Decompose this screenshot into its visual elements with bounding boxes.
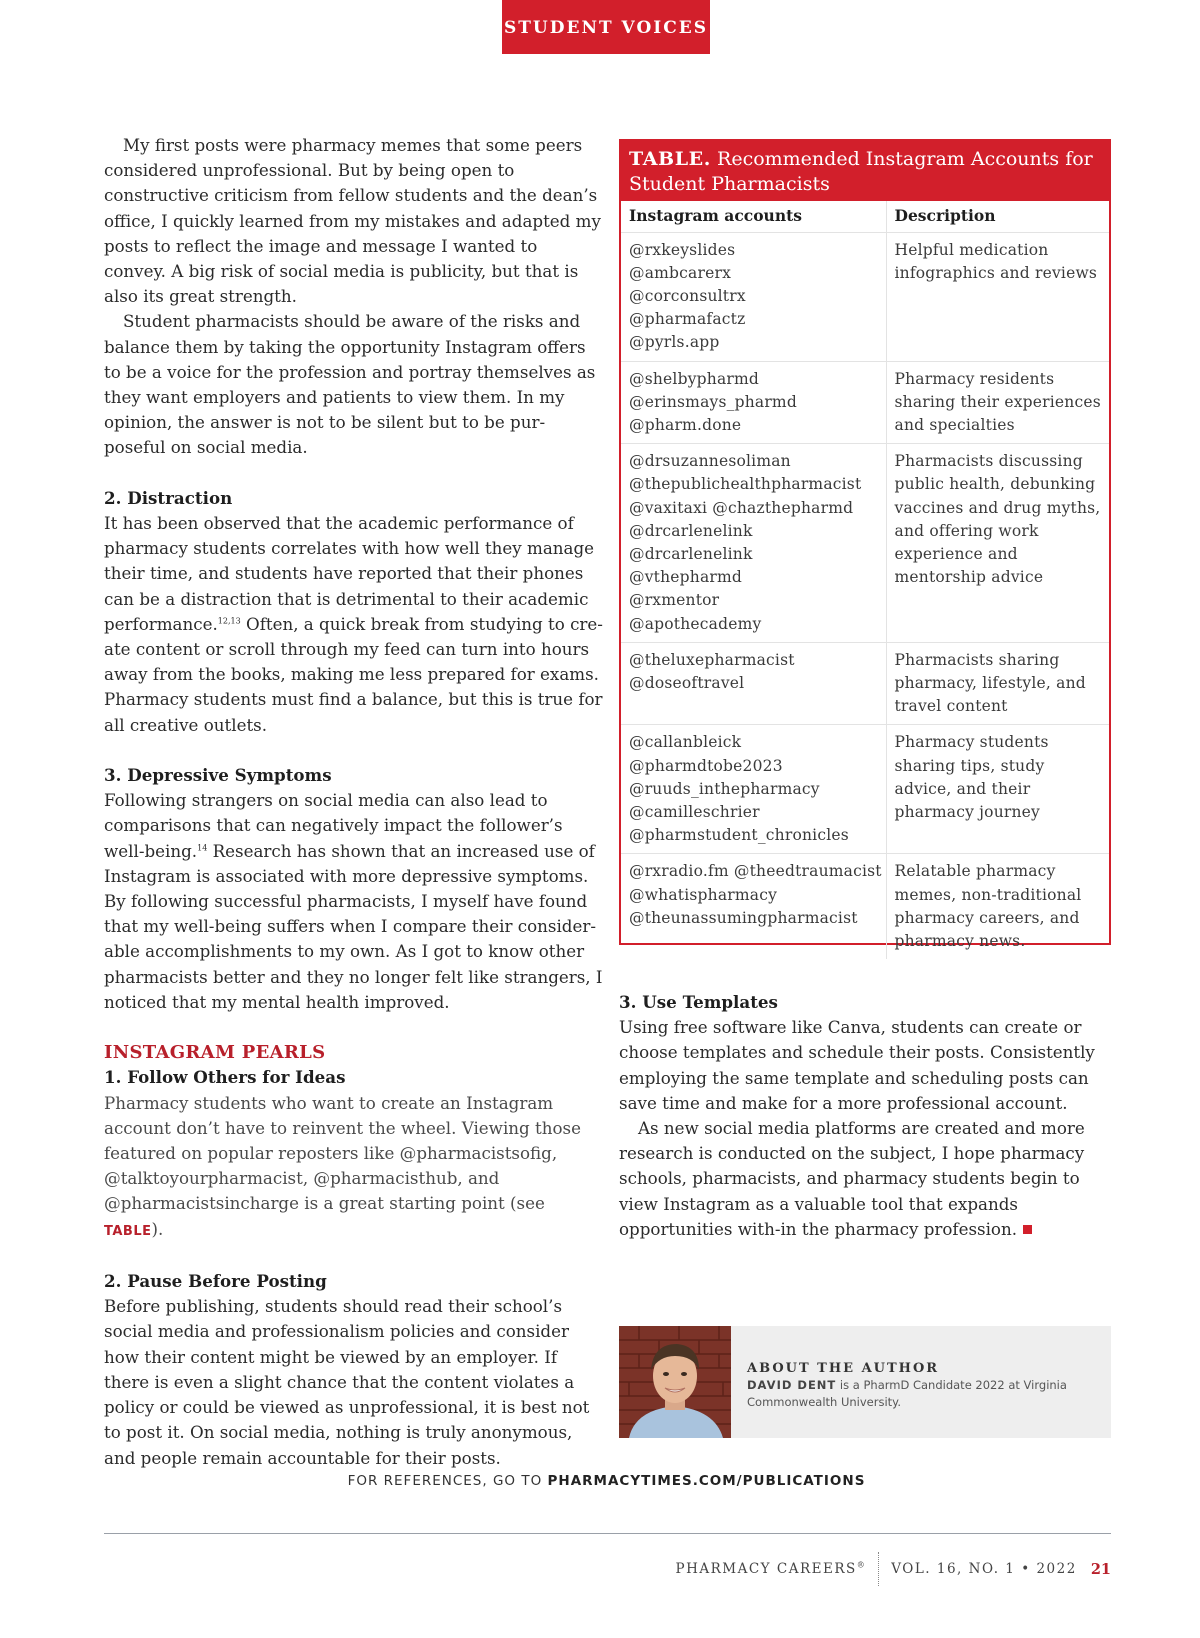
table-row (621, 725, 1109, 854)
instagram-account[interactable]: @vaxitaxi @chazthepharmd (629, 498, 854, 517)
right-column (619, 990, 1111, 1242)
section-banner: STUDENT VOICES (502, 0, 710, 54)
table-row (621, 444, 1109, 643)
pause-paragraph: Before publishing, students should read their school’s social media and professionalism policies and consider how their content might be viewed by an employer. If there is even a slight chance that the content violates a policy or could be viewed as unprofessional, it is best not to post it. On social media, nothing is truly anonymous, and people remain accountable for their posts. (104, 1296, 590, 1468)
instagram-account[interactable]: @erinsmays_pharmd (629, 392, 797, 411)
instagram-account[interactable]: @corconsultrx (629, 286, 746, 305)
description-cell: Pharmacy residents sharing their experiences and specialties (886, 361, 1109, 444)
instagram-account[interactable]: @pharm.done (629, 415, 742, 434)
publication-name: PHARMACY CAREERS® (675, 1560, 867, 1577)
instagram-account[interactable]: @drsuzannesoliman (629, 452, 791, 471)
accounts-cell (621, 854, 886, 959)
accounts-table (621, 201, 1109, 959)
intro-paragraph-1: My first posts were pharmacy memes that some peers considered unprofessional. But by being open to constructive criticism from fellow students and the dean’s office, I quickly learned from my mistakes and adapted my posts to reflect the image and message I wanted to convey. A big risk of social media is publicity, but that is also its great strength. (104, 135, 601, 307)
footer-separator (878, 1552, 879, 1586)
instagram-account[interactable]: @thepublichealthpharmacist (629, 475, 862, 494)
instagram-pearls-heading: INSTAGRAM PEARLS (104, 1042, 326, 1064)
table-row (621, 361, 1109, 444)
accounts-cell (621, 642, 886, 725)
references-link[interactable]: PHARMACYTIMES.COM/PUBLICATIONS (547, 1473, 866, 1489)
accounts-cell (621, 444, 886, 643)
author-photo (619, 1326, 731, 1438)
instagram-account[interactable]: @theluxepharmacist (629, 650, 795, 669)
intro-paragraph-2: Student pharmacists should be aware of the risks and balance them by taking the opportunity Instagram offers to be a voice for the profession and portray themselves as they want employers and patients to view them. In my opinion, the answer is not to be silent but to be pur-poseful on social media. (104, 311, 596, 458)
left-column (104, 133, 604, 1471)
author-name: DAVID DENT (747, 1378, 837, 1392)
accounts-cell (621, 361, 886, 444)
description-cell: Pharmacists sharing pharmacy, lifestyle, and travel content (886, 642, 1109, 725)
templates-heading: 3. Use Templates (619, 992, 778, 1012)
table-reference-link[interactable]: TABLE (104, 1223, 152, 1239)
templates-paragraph: Using free software like Canva, students can create or choose templates and schedule their posts. Consistently employing the same template and scheduling posts can save time and make for a more professional account. (619, 1017, 1095, 1113)
references-line: FOR REFERENCES, GO TO PHARMACYTIMES.COM/PUBLICATIONS (347, 1473, 866, 1489)
instagram-account[interactable]: @ambcarerx (629, 263, 732, 282)
table-row (621, 854, 1109, 959)
distraction-heading: 2. Distraction (104, 487, 233, 508)
issue-info: VOL. 16, NO. 1 • 2022 (891, 1561, 1077, 1577)
description-cell: Pharmacy students sharing tips, study advice, and their pharmacy journey (886, 725, 1109, 854)
pause-heading: 2. Pause Before Posting (104, 1271, 327, 1292)
instagram-account[interactable]: @rxmentor (629, 591, 720, 610)
footer-divider (104, 1533, 1111, 1534)
instagram-account[interactable]: @pharmstudent_chronicles (629, 826, 849, 845)
column-header-description: Description (886, 201, 1109, 232)
instagram-account[interactable]: @theunassumingpharmacist (629, 908, 858, 927)
instagram-account[interactable]: @vthepharmd (629, 568, 743, 587)
instagram-account[interactable]: @drcarlenelink (629, 521, 753, 540)
instagram-account[interactable]: @whatispharmacy (629, 885, 778, 904)
accounts-cell (621, 232, 886, 361)
instagram-account[interactable]: @callanbleick (629, 733, 742, 752)
table-row (621, 232, 1109, 361)
instagram-account[interactable]: @drcarlenelink (629, 544, 753, 563)
depressive-heading: 3. Depressive Symptoms (104, 765, 332, 786)
instagram-account[interactable]: @rxkeyslides (629, 240, 736, 259)
description-cell: Relatable pharmacy memes, non-traditional pharmacy careers, and pharmacy news. (886, 854, 1109, 959)
closing-paragraph: As new social media platforms are created and more research is conducted on the subject, I hope pharmacy schools, pharmacists, and pharmacy students begin to view Instagram as a valuable tool that expands opportunities with-in the pharmacy profession. (619, 1118, 1085, 1239)
instagram-account[interactable]: @pharmdtobe2023 (629, 756, 783, 775)
instagram-account[interactable]: @camilleschrier (629, 802, 760, 821)
instagram-account[interactable]: @pyrls.app (629, 333, 720, 352)
author-heading: ABOUT THE AUTHOR (747, 1361, 940, 1376)
description-cell: Pharmacists discussing public health, debunking vaccines and drug myths, and offering work experience and mentorship advice (886, 444, 1109, 643)
follow-paragraph: Pharmacy students who want to create an Instagram account don’t have to reinvent the wheel. Viewing those featured on popular reposters like @pharmacistsofig, @talktoyourpharmacist, @pharmacisthub, and @pharmacistsincharge is a great starting point (see TABLE). (104, 1092, 581, 1239)
instagram-account[interactable]: @doseoftravel (629, 673, 745, 692)
author-bio: DAVID DENT is a PharmD Candidate 2022 at Virginia Commonwealth University. (747, 1378, 1067, 1409)
column-header-accounts: Instagram accounts (621, 201, 886, 232)
instagram-account[interactable]: @ruuds_inthepharmacy (629, 779, 820, 798)
table-title (621, 141, 1109, 201)
table-label: TABLE. (629, 148, 711, 170)
citation-14: 14 (197, 843, 208, 853)
instagram-account[interactable]: @apothecademy (629, 614, 762, 633)
instagram-account[interactable]: @rxradio.fm @theedtraumacist (629, 862, 882, 881)
author-text (747, 1360, 1097, 1411)
about-the-author (619, 1326, 1111, 1438)
recommended-accounts-table (619, 139, 1111, 950)
table-row (621, 642, 1109, 725)
distraction-paragraph: It has been observed that the academic performance of pharmacy students correlates with how well they manage their time, and students have reported that their phones can be a distraction that is detrimental to their academic performance.$^{12,13}$ Often, a quick break from studying to cre-ate content or scroll through my feed can turn into hours away from the books, making me less prepared for exams. Pharmacy students must find a balance, but this is true for all creative outlets. (104, 513, 603, 735)
instagram-account[interactable]: @pharmafactz (629, 310, 746, 329)
instagram-account[interactable]: @shelbypharmd (629, 369, 760, 388)
end-mark-icon (1023, 1225, 1032, 1234)
depressive-paragraph: Following strangers on social media can also lead to comparisons that can negatively impact the follower’s well-being.$^{14}$ Research has shown that an increased use of Instagram is associated with more depressive symptoms. By following successful pharmacists, I myself have found that my well-being suffers when I compare their consider-able accomplishments to my own. As I got to know other pharmacists better and they no longer felt like strangers, I noticed that my mental health improved. (104, 790, 603, 1012)
accounts-cell (621, 725, 886, 854)
follow-heading: 1. Follow Others for Ideas (104, 1067, 346, 1088)
page-number: 21 (1090, 1560, 1111, 1578)
citation-12-13: 12,13 (217, 616, 241, 626)
table-title-text: Recommended Instagram Accounts for Student Pharmacists (629, 148, 1093, 195)
description-cell: Helpful medication infographics and reviews (886, 232, 1109, 361)
page-footer (676, 1552, 1112, 1586)
